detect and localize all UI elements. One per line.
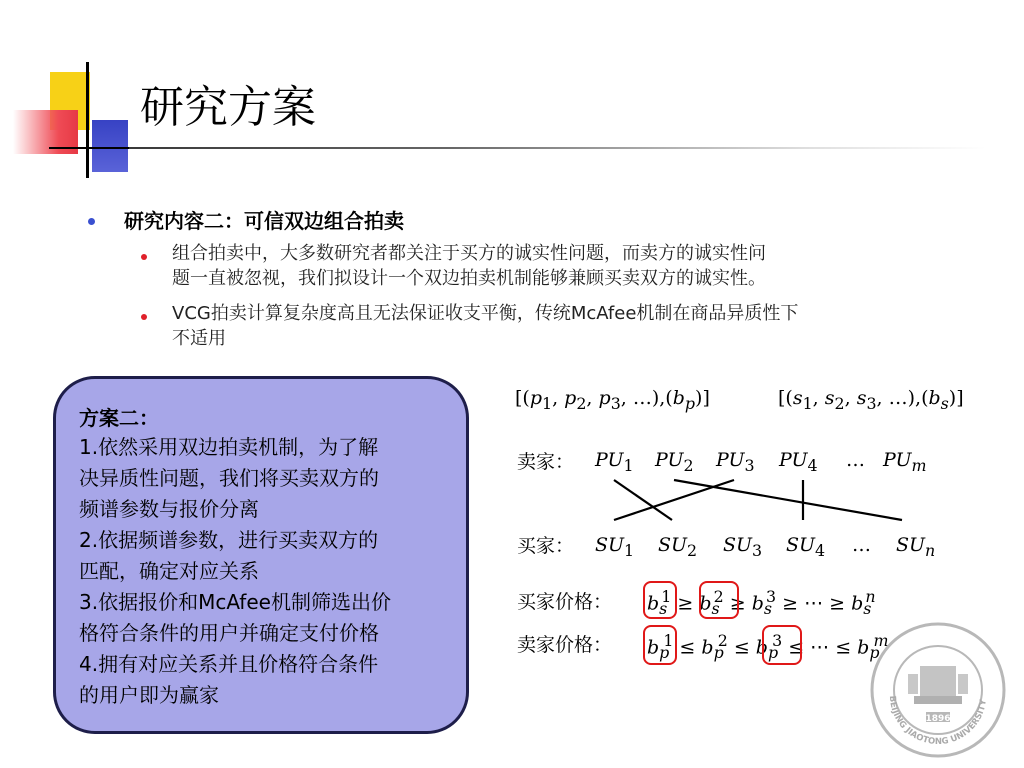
seller-unit: $PU_4$	[779, 449, 818, 475]
sub-bullet-1-line-1: 组合拍卖中，大多数研究者都关注于买方的诚实性问题，而卖方的诚实性问	[172, 243, 766, 264]
buyer-price-label: 买家价格：	[517, 591, 613, 613]
matching-lines	[600, 476, 920, 526]
plan-line: 4.拥有对应关系并且价格符合条件	[79, 652, 379, 676]
buyer-label: 买家：	[517, 535, 575, 557]
buyer-price-order: $b_s^1 \ge b_s^2 \ge b_s^3$ ≥ ⋯ ≥ $b_s^n$	[647, 587, 876, 619]
seller-unit: $PU_2$	[655, 449, 694, 475]
buyer-unit: $SU_n$	[896, 534, 936, 560]
buyer-unit: $SU_4$	[786, 534, 826, 560]
seller-unit: $PU_m$	[883, 449, 927, 475]
sub-bullet-dot	[141, 254, 147, 260]
title-decoration-hline	[49, 147, 129, 149]
sub-bullet-2-line-1: VCG拍卖计算复杂度高且无法保证收支平衡，传统McAfee机制在商品异质性下	[172, 303, 799, 324]
seller-unit: $PU_3$	[716, 449, 755, 475]
seller-ellipsis: …	[846, 449, 865, 471]
seller-unit: $PU_1$	[595, 449, 634, 475]
page-title: 研究方案	[140, 82, 316, 133]
seal-year: 1896	[925, 714, 951, 724]
seller-price-order: $b_p^1 \le b_p^2 \le b_p^3$ ≤ ⋯ ≤ $b_p^m$	[647, 631, 889, 663]
highlight-box	[643, 581, 677, 619]
seller-price-label: 卖家价格：	[517, 634, 613, 656]
buyer-unit: $SU_1$	[595, 534, 635, 560]
sub-bullet-2-line-2: 不适用	[172, 328, 226, 349]
match-line	[614, 480, 672, 520]
bullet-heading: 研究内容二：可信双边组合拍卖	[124, 209, 404, 233]
plan-line: 匹配，确定对应关系	[79, 559, 259, 583]
university-seal-logo	[868, 620, 1008, 760]
seller-bid-tuple: [($p_1$, $p_2$, $p_3$, $\dots),(b_p)$]	[515, 387, 710, 413]
plan-line: 1.依然采用双边拍卖机制，为了解	[79, 435, 379, 459]
title-decoration-vline	[86, 62, 89, 178]
plan-line: 决异质性问题，我们将买卖双方的	[79, 466, 379, 490]
plan-line: 的用户即为赢家	[79, 683, 219, 707]
sub-bullet-dot	[141, 314, 147, 320]
buyer-ellipsis: …	[852, 534, 871, 556]
plan-line: 3.依据报价和McAfee机制筛选出价	[79, 590, 391, 614]
plan-line: 2.依据频谱参数，进行买卖双方的	[79, 528, 379, 552]
title-underline	[86, 147, 986, 149]
highlight-box	[762, 625, 802, 665]
plan-line: 频谱参数与报价分离	[79, 497, 259, 521]
sub-bullet-1-line-2: 题一直被忽视，我们拟设计一个双边拍卖机制能够兼顾买卖双方的诚实性。	[172, 268, 766, 289]
match-line	[614, 480, 734, 520]
buyer-unit: $SU_2$	[658, 534, 698, 560]
buyer-bid-tuple: [($s_1$, $s_2$, $s_3$, $\dots),(b_s)$]	[778, 387, 964, 413]
seal-university-name: BEIJING JIAOTONG UNIVERSITY	[886, 695, 989, 748]
match-line	[674, 480, 902, 520]
plan-line: 格符合条件的用户并确定支付价格	[79, 621, 379, 645]
buyer-unit: $SU_3$	[723, 534, 763, 560]
plan-title: 方案二：	[79, 406, 159, 430]
title-decoration-blue	[92, 120, 128, 172]
seller-label: 卖家：	[517, 451, 575, 473]
highlight-box	[699, 581, 739, 619]
highlight-box	[643, 625, 677, 665]
bullet-dot	[88, 218, 95, 225]
